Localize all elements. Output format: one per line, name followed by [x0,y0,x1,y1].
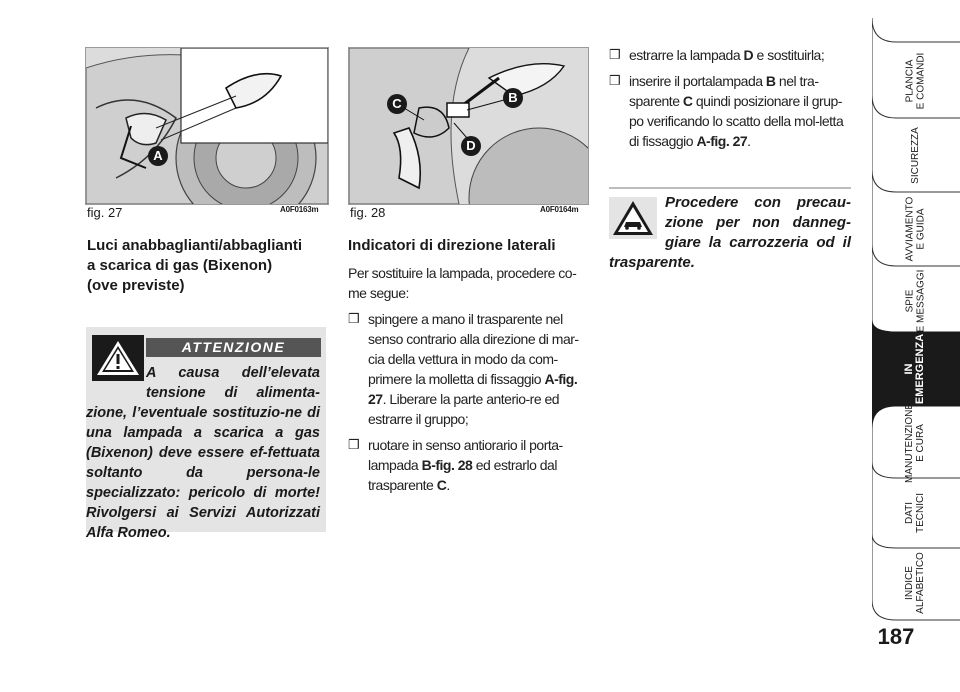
section-heading-bixenon [87,236,337,296]
tab-label: IN EMERGENZA [903,333,926,405]
bullet-checkbox-icon: ❒ [348,311,360,326]
tab-label: DATI TECNICI [904,493,926,533]
bullet-item-1 [348,309,588,429]
bullet-1-text-end: . Liberare la parte anterio-re ed estrarre il gruppo; [368,391,560,427]
bullet-1-ref: A-fig. 27 [368,371,578,407]
bullet-2-ref: B-fig. 28 [421,457,473,473]
bullet-2-text-end: . [446,477,450,493]
callout-d: D [466,138,476,153]
tab-dati-tecnici[interactable] [880,478,950,548]
page-number: 187 [877,624,915,649]
bullet-checkbox-icon: ❒ [609,47,621,62]
caution-text [609,193,851,273]
heading-line-1: Luci anabbaglianti/abbaglianti [87,237,303,254]
figure-27-label: fig. 27 [87,205,123,220]
tab-label: MANUTENZIONE E CURA [904,403,926,483]
caution-text-content: Procedere con precau-zione per non danneg-giare la carrozzeria od il trasparente. [609,194,851,271]
tab-label: SPIE E MESSAGGI [903,269,926,333]
bullet-2-ref2: C [436,477,447,493]
tab-label: AVVIAMENTO E GUIDA [904,196,926,262]
bullet-item-3 [609,45,851,65]
figure-27-code: A0F0163m [280,205,319,214]
warning-title: ATTENZIONE [146,338,321,357]
bullet-4-ref3: A-fig. 27 [696,133,748,149]
bullet-checkbox-icon: ❒ [348,437,360,452]
bullet-4-text-end: . [747,133,751,149]
middle-body [348,263,588,495]
bullet-checkbox-icon: ❒ [609,73,621,88]
right-body [609,45,851,151]
bullet-2-text: ruotare in senso antiorario il porta-lampada [368,437,563,473]
bullet-4-ref: B [765,73,776,89]
section-heading-indicators: Indicatori di direzione laterali [348,237,556,254]
tab-avviamento-e-guida[interactable] [880,194,950,264]
tab-in-emergenza[interactable] [880,334,950,404]
heading-line-3: (ove previste) [87,277,185,294]
warning-text-spacer [86,363,146,403]
tab-label: INDICE ALFABETICO [904,552,926,614]
tab-label: PLANCIA E COMANDI [903,52,926,110]
intro-paragraph: Per sostituire la lampada, procedere co-me segue: [348,265,577,301]
tab-manutenzione-e-cura[interactable] [880,403,950,483]
bullet-4-ref2: C [682,93,693,109]
bullet-3-text-end: e sostituirla; [753,47,825,63]
bullet-3-text: estrarre la lampada [629,47,744,63]
caution-box [609,193,851,273]
figure-28-code: A0F0164m [540,205,579,214]
bullet-3-ref: D [743,47,754,63]
bullet-1-text: spingere a mano il trasparente nel senso contrario alla direzione di mar-cia della vettura in modo da com-primere la molletta di fissaggio [368,311,579,387]
callout-b: B [508,90,518,105]
bullet-item-4 [609,71,851,151]
callout-c: C [392,96,402,111]
figure-27-illustration [86,48,328,204]
warning-text [86,363,320,543]
bullet-item-2 [348,435,588,495]
tab-indice-alfabetico[interactable] [880,548,950,618]
figure-28 [348,47,589,205]
section-tab-strip [872,0,960,692]
bullet-4-text: inserire il portalampada [629,73,766,89]
figure-27 [85,47,329,205]
heading-line-2: a scarica di gas (Bixenon) [87,257,273,274]
tab-sicurezza[interactable] [880,120,950,190]
caution-divider [609,187,851,189]
figure-28-illustration [349,48,588,204]
warning-text-content: A causa dell’elevata tensione di alimenta-zione, l’eventuale sostituzio-ne di una lampada a scarica a gas (Bixenon) deve essere ef-fettuata soltanto da persona-le specializzato: pericolo di morte! Rivolgersi ai Servizi Autorizzati Alfa Romeo. [86,365,320,541]
callout-a: A [153,148,163,163]
warning-box [86,327,326,541]
bullet-4-text-mid2: quindi posizionare il grup-po verificando lo scatto della mol-letta di fissaggio [629,93,844,149]
caution-text-spacer [609,193,665,237]
tab-spie-e-messaggi[interactable] [880,266,950,336]
bullet-4-text-mid: nel tra-sparente [629,73,819,109]
bullet-2-text-mid: ed estrarlo dal trasparente [368,457,557,493]
figure-28-label: fig. 28 [350,205,386,220]
tab-label: SICUREZZA [909,126,921,184]
tab-plancia-e-comandi[interactable] [880,46,950,116]
